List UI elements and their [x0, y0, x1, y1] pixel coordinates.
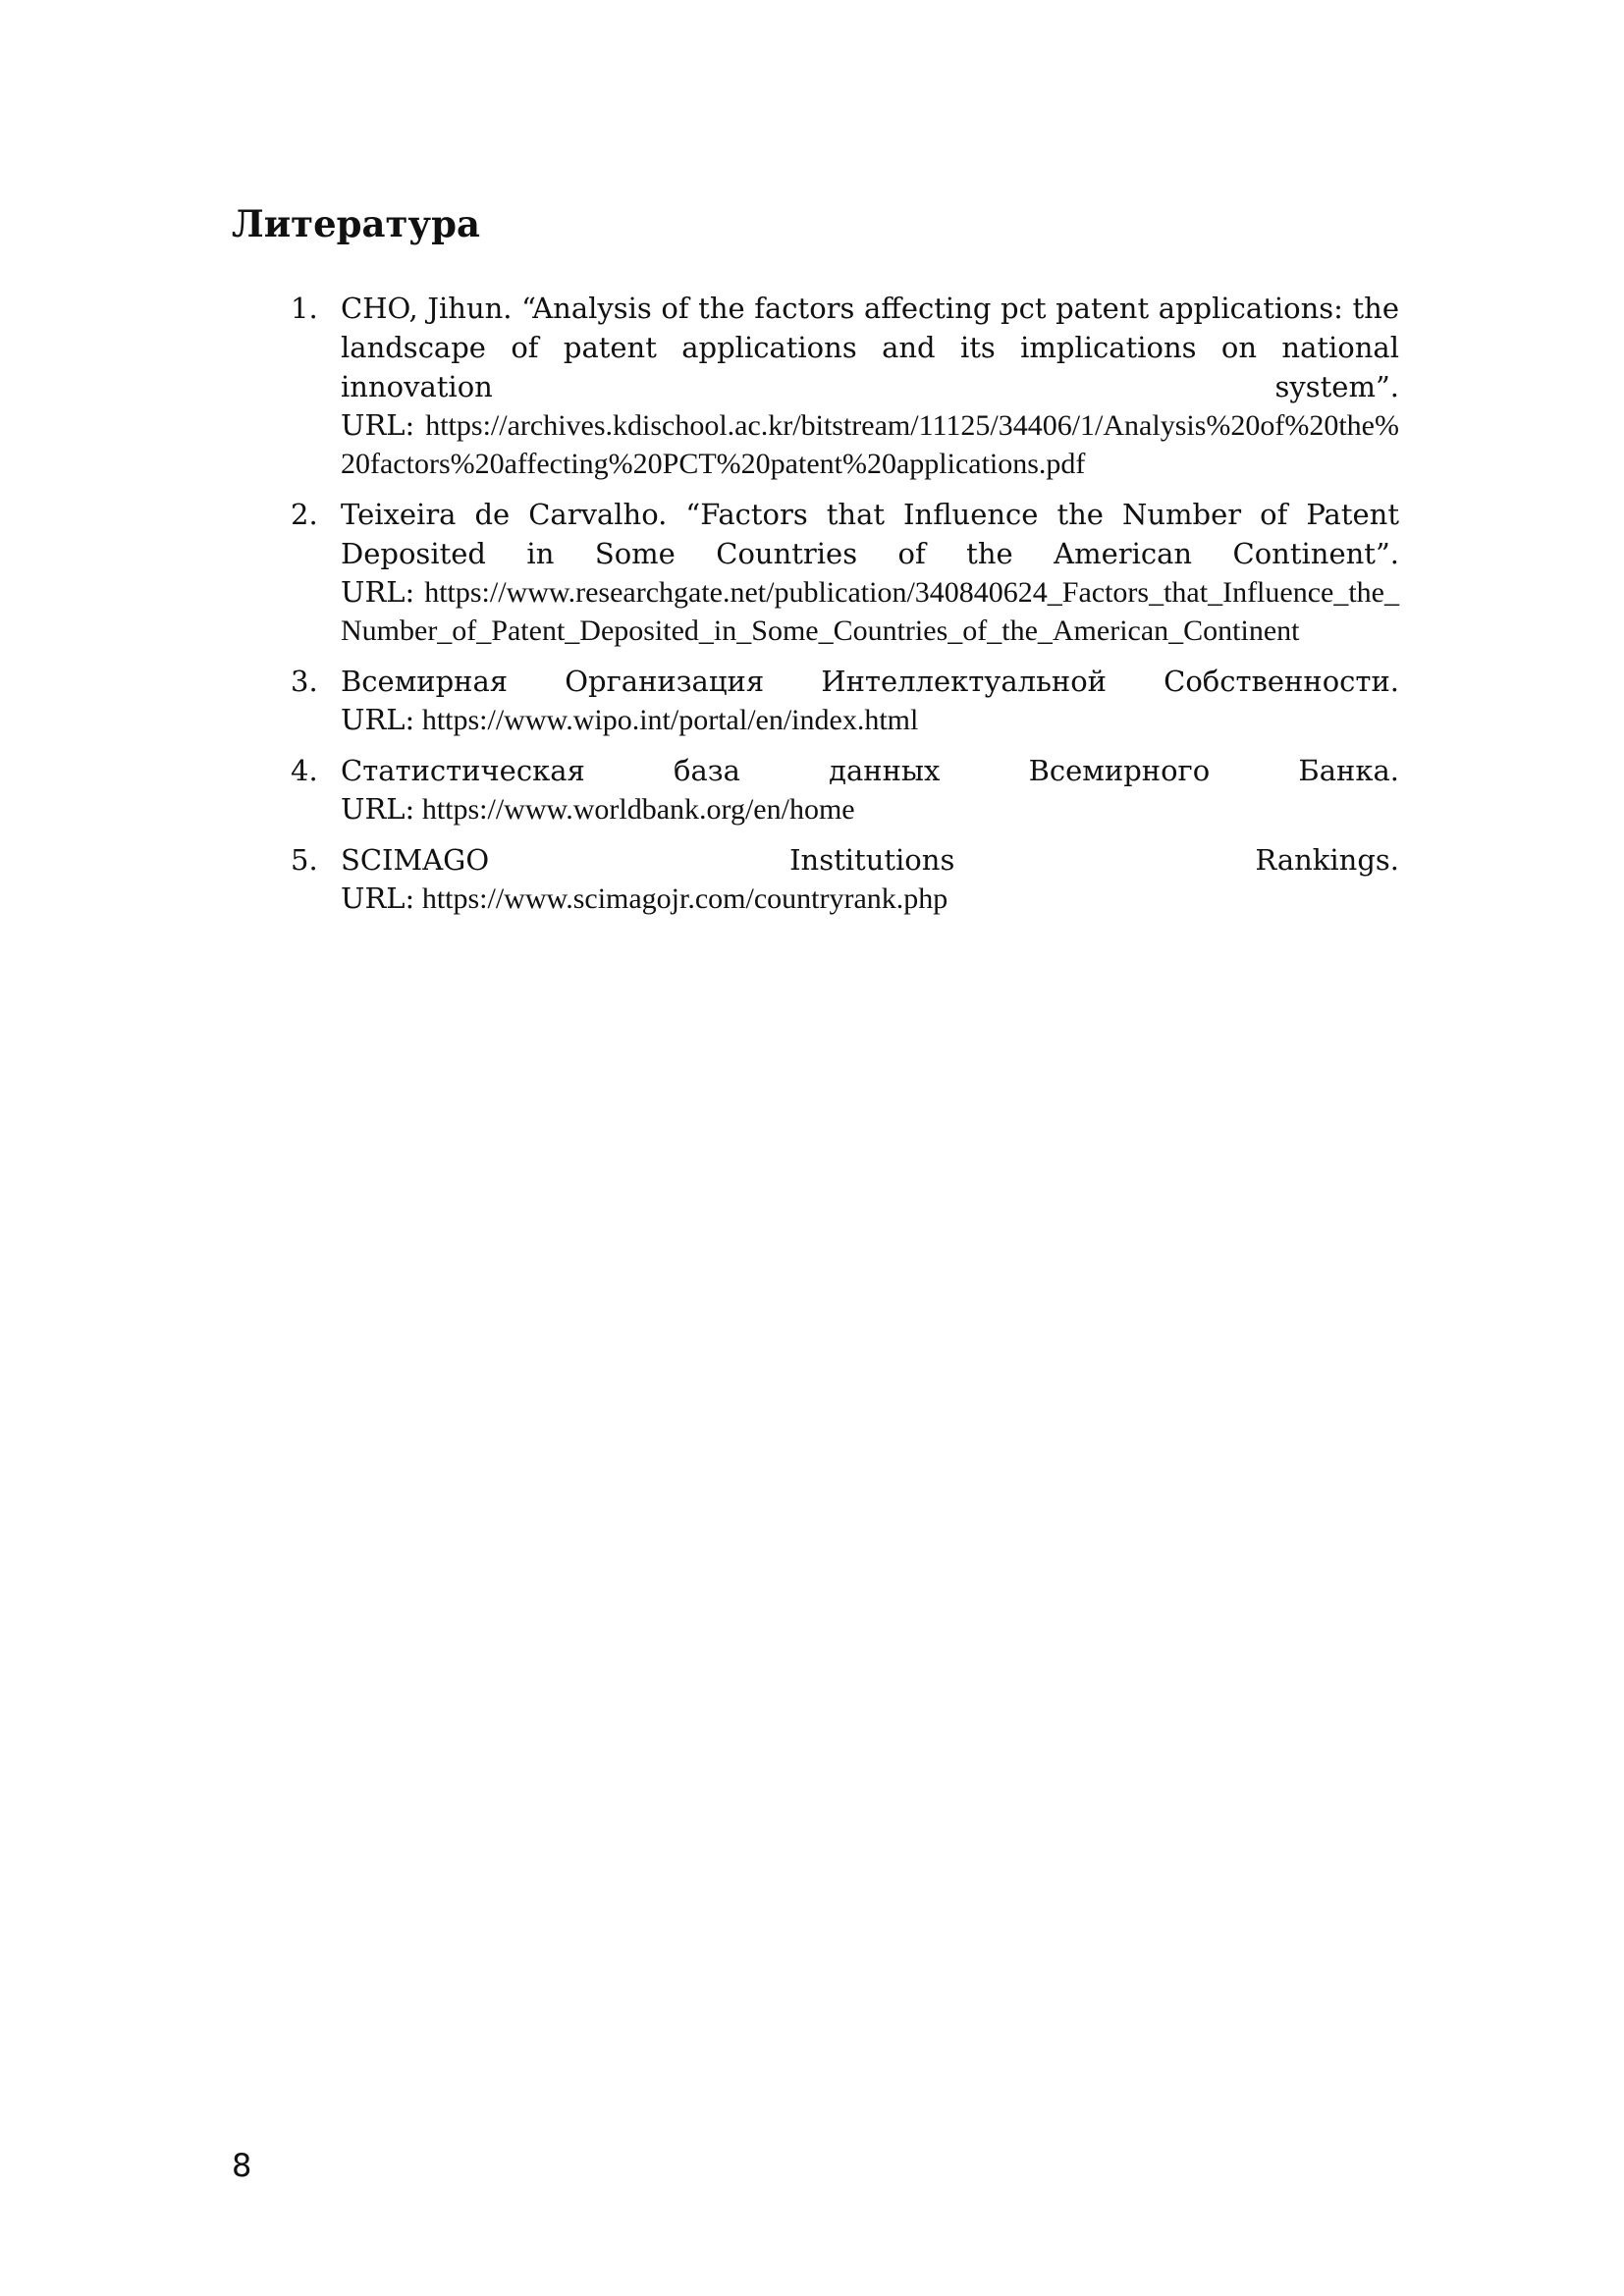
reference-text: Всемирная Организация Интеллектуальной Собственности. — [341, 665, 1399, 698]
reference-number: 4. — [291, 754, 318, 787]
reference-item-3 — [291, 662, 1399, 739]
url-label: URL: — [341, 881, 415, 915]
reference-url-line — [341, 573, 1399, 650]
reference-url-line — [341, 406, 1399, 483]
reference-number: 2. — [291, 498, 318, 531]
url-label: URL: — [341, 792, 415, 826]
reference-text: Статистическая база данных Всемирного Банка. — [341, 754, 1399, 787]
reference-list — [291, 289, 1399, 930]
reference-text: CHO, Jihun. “Analysis of the factors affecting pct patent applications: the landscape of patent applications and its implications on national innovation system”. — [341, 292, 1399, 403]
url-label: URL: — [341, 703, 415, 736]
reference-url[interactable]: https://www.wipo.int/portal/en/index.html — [421, 704, 919, 736]
url-label: URL: — [341, 408, 415, 442]
reference-text: Teixeira de Carvalho. “Factors that Influence the Number of Patent Deposited in Some Countries of the American Continent”. — [341, 498, 1399, 570]
reference-item-5 — [291, 840, 1399, 918]
reference-url[interactable]: https://www.scimagojr.com/countryrank.php — [421, 882, 948, 915]
reference-url-line — [341, 880, 1399, 918]
reference-item-1 — [291, 289, 1399, 483]
reference-item-2 — [291, 495, 1399, 650]
page-title: Литература — [232, 202, 480, 245]
page-number: 8 — [232, 2147, 252, 2184]
reference-url[interactable]: https://archives.kdischool.ac.kr/bitstream/11125/34406/1/Analysis%20of%20the%20factors%20affecting%20PCT%20patent%20applications.pdf — [341, 409, 1399, 480]
reference-number: 5. — [291, 843, 318, 877]
reference-url-line — [341, 790, 1399, 828]
reference-url[interactable]: https://www.worldbank.org/en/home — [421, 793, 855, 826]
reference-text: SCIMAGO Institutions Rankings. — [341, 843, 1399, 877]
reference-number: 3. — [291, 665, 318, 698]
reference-url[interactable]: https://www.researchgate.net/publication/340840624_Factors_that_Influence_the_Number_of_Patent_Deposited_in_Some_Countries_of_the_American_Continent — [341, 576, 1399, 647]
reference-url-line — [341, 701, 1399, 739]
reference-number: 1. — [291, 292, 318, 325]
url-label: URL: — [341, 575, 415, 609]
reference-item-4 — [291, 751, 1399, 828]
